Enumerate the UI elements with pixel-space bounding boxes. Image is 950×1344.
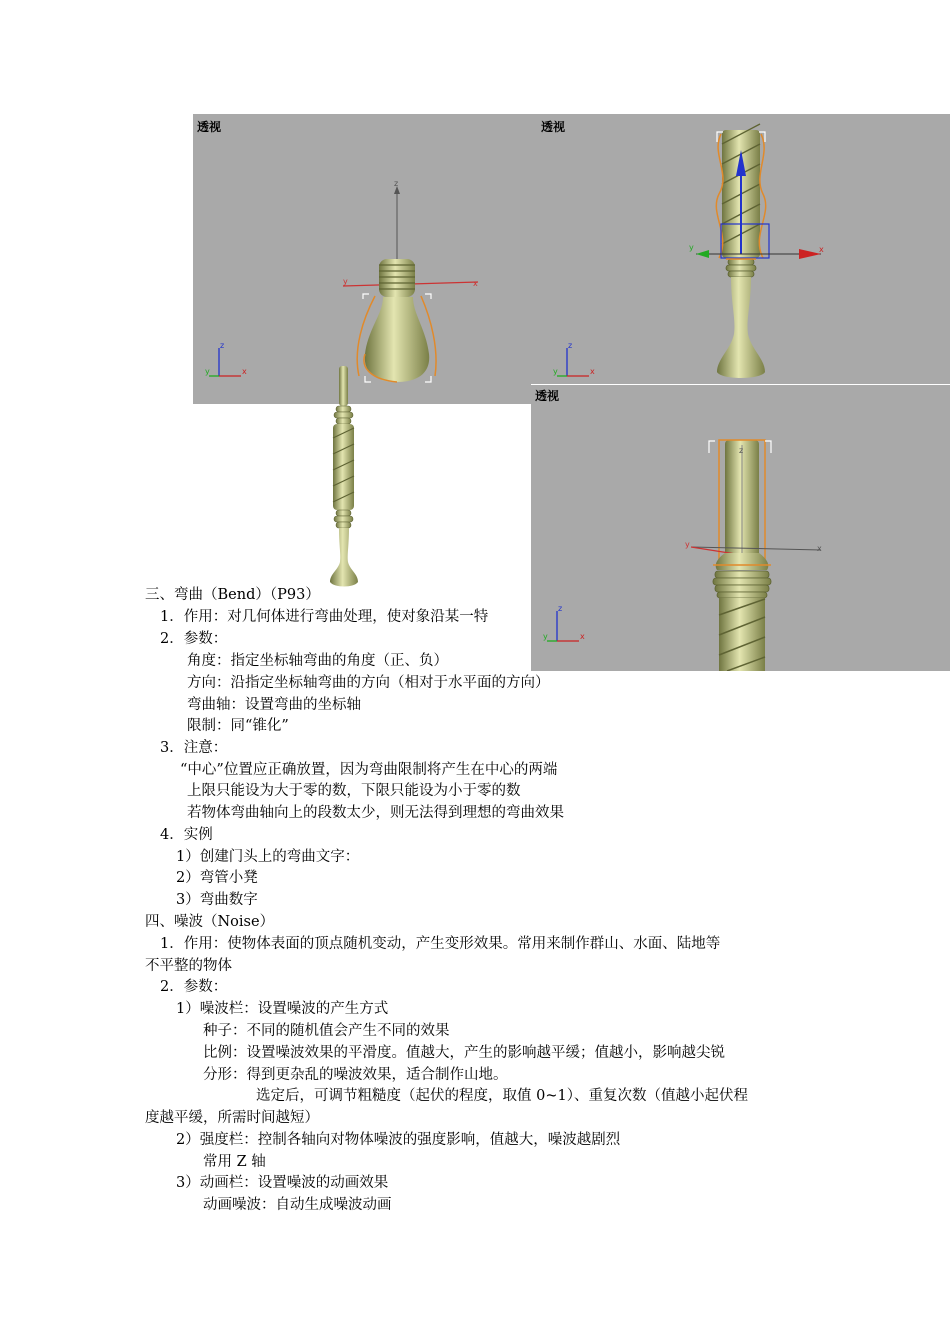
text-line: 方向：沿指定坐标轴弯曲的方向（相对于水平面的方向） [187, 675, 550, 691]
text-line: 2．参数： [160, 631, 228, 647]
text-line: 若物体弯曲轴向上的段数太少，则无法得到理想的弯曲效果 [187, 805, 564, 821]
text-line: 度越平缓，所需时间越短） [145, 1110, 319, 1126]
svg-text:x: x [819, 245, 824, 254]
text-line: 4．实例 [160, 827, 213, 843]
text-line: 不平整的物体 [145, 958, 232, 974]
svg-text:z: z [558, 604, 563, 613]
svg-text:y: y [543, 632, 548, 641]
svg-text:z: z [394, 179, 399, 188]
text-line: 上限只能设为大于零的数，下限只能设为小于零的数 [187, 783, 521, 799]
column-close-up-render [531, 385, 950, 671]
viewport-label: 透视 [197, 120, 222, 134]
svg-text:z: z [568, 341, 573, 350]
svg-text:x: x [590, 367, 595, 376]
svg-text:x: x [242, 367, 247, 376]
text-line: 3）动画栏：设置噪波的动画效果 [176, 1175, 389, 1191]
bend-object-render [193, 114, 531, 404]
text-line: 限制：同“锥化” [187, 718, 289, 734]
text-line: “中心”位置应正确放置，因为弯曲限制将产生在中心的两端 [180, 762, 558, 778]
text-line: 种子：不同的随机值会产生不同的效果 [203, 1023, 450, 1039]
viewport-perspective-2 [531, 114, 950, 384]
svg-text:y: y [685, 540, 690, 549]
svg-text:y: y [689, 243, 694, 252]
text-line: 1）创建门头上的弯曲文字： [176, 849, 360, 865]
twisted-column-render [531, 114, 950, 384]
viewport-label: 透视 [535, 389, 560, 403]
text-line: 弯曲轴：设置弯曲的坐标轴 [187, 697, 361, 713]
text-line: 角度：指定坐标轴弯曲的角度（正、负） [187, 653, 448, 669]
svg-text:z: z [220, 341, 225, 350]
text-line: 3）弯曲数字 [176, 892, 258, 908]
text-line: 1．作用：对几何体进行弯曲处理，使对象沿某一特 [160, 609, 489, 625]
viewport-perspective-3 [531, 384, 950, 671]
svg-text:y: y [553, 367, 558, 376]
text-line: 2．参数： [160, 979, 228, 995]
viewport-label: 透视 [541, 120, 566, 134]
twisted-column-image [322, 366, 366, 588]
text-line: 2）强度栏：控制各轴向对物体噪波的强度影响，值越大，噪波越剧烈 [176, 1132, 621, 1148]
text-line: 分形：得到更杂乱的噪波效果，适合制作山地。 [203, 1067, 508, 1083]
svg-text:x: x [817, 544, 822, 553]
text-line: 1）噪波栏：设置噪波的产生方式 [176, 1001, 389, 1017]
svg-text:z: z [739, 446, 744, 455]
text-line: 比例：设置噪波效果的平滑度。值越大，产生的影响越平缓；值越小，影响越尖锐 [203, 1045, 725, 1061]
svg-text:x: x [580, 632, 585, 641]
section-title-noise: 四、噪波（Noise） [145, 914, 275, 930]
viewport-perspective-1 [193, 114, 531, 404]
text-line: 常用 Z 轴 [203, 1154, 266, 1170]
section-title-bend: 三、弯曲（Bend）（P93） [145, 587, 320, 603]
text-line: 3．注意： [160, 740, 228, 756]
svg-text:y: y [205, 367, 210, 376]
text-line: 动画噪波：自动生成噪波动画 [203, 1197, 392, 1213]
text-line: 2）弯管小凳 [176, 870, 258, 886]
text-line: 1．作用：使物体表面的顶点随机变动，产生变形效果。常用来制作群山、水面、陆地等 [160, 936, 721, 952]
svg-text:x: x [473, 279, 478, 288]
text-line: 选定后，可调节粗糙度（起伏的程度，取值 0~1）、重复次数（值越小起伏程 [256, 1088, 748, 1104]
svg-text:y: y [343, 277, 348, 286]
